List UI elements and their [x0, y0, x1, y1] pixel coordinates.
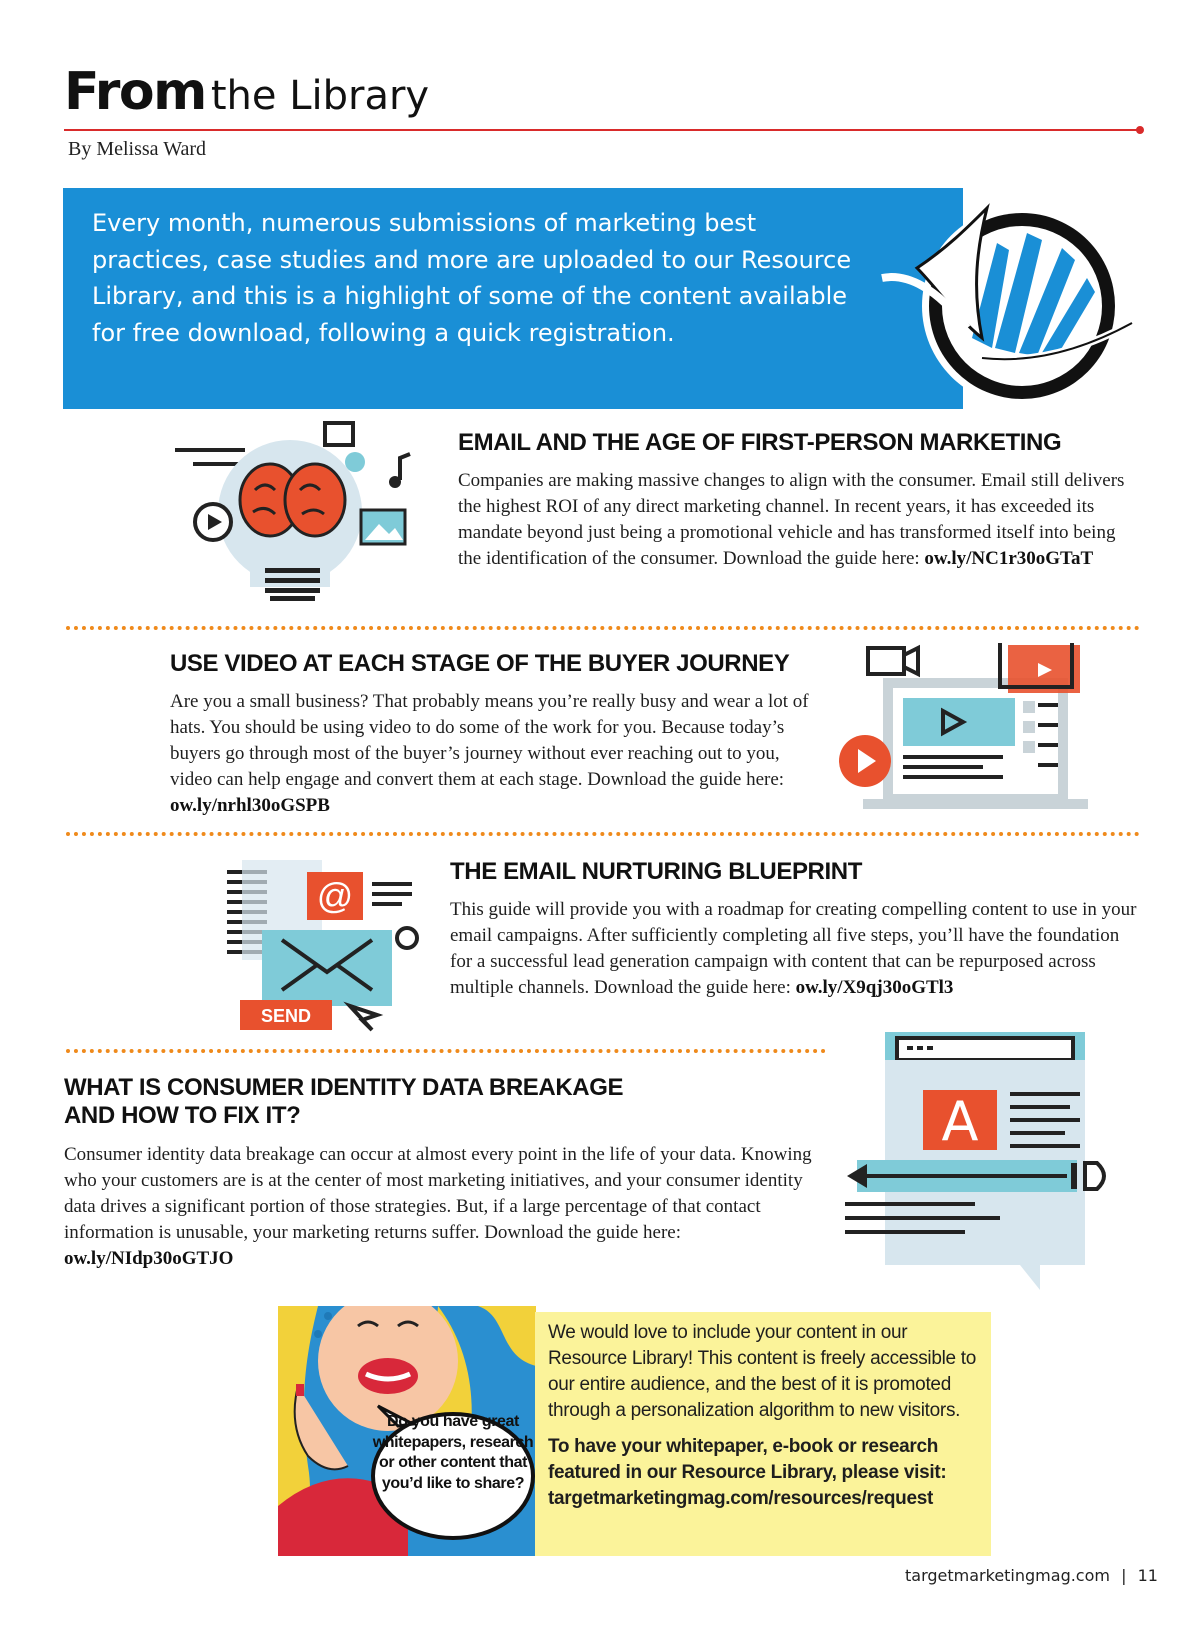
article-link[interactable]: ow.ly/nrhl30oGSPB [170, 795, 330, 816]
article-text: Consumer identity data breakage can occur at almost every point in the life of your data. Knowing who your customers are is at the center of most marketing initiatives, and your consumer identity data drives a significant portion of those strategies. But, if a large percentage of that contact information is unusable, your marketing returns suffer. Download the guide here: [64, 1144, 812, 1243]
letter-a: A [941, 1090, 979, 1153]
speech-bubble-text: Do you have great whitepapers, research or other content that you’d like to share? [372, 1413, 534, 1492]
library-book-logo-icon [877, 188, 1147, 418]
page-title [64, 62, 429, 122]
document-editor-icon [845, 1030, 1125, 1295]
article-text: Are you a small business? That probably means you’re really busy and wear a lot of hats. You should be using video to do some of the work for you. Because today’s buyers go through most of the buyer’s journey without ever reaching out to you, video can help engage and convert them at each stage. Download the guide here: [170, 691, 809, 790]
title-rule [64, 129, 1140, 131]
page-title-bold: From [64, 62, 206, 122]
page-title-rest: the Library [210, 73, 430, 119]
dotted-separator [66, 832, 1140, 836]
article-body [170, 689, 810, 819]
article-text: This guide will provide you with a roadmap for creating compelling content to use in your email campaigns. After sufficiently completing all five steps, you’ll have the foundation for a successful lead generation campaign with content that can be repurposed across multiple channels. Download the guide here: [450, 899, 1137, 998]
article-title [64, 1074, 623, 1130]
page-number: 11 [1137, 1566, 1158, 1585]
title-rule-dot [1136, 126, 1144, 134]
footer-site: targetmarketingmag.com [905, 1566, 1110, 1585]
article-title: THE EMAIL NURTURING BLUEPRINT [450, 858, 862, 885]
article-body [64, 1142, 834, 1272]
dotted-separator [66, 626, 1140, 630]
article-title: USE VIDEO AT EACH STAGE OF THE BUYER JOURNEY [170, 650, 790, 677]
dotted-separator [66, 1049, 826, 1053]
article-link[interactable]: ow.ly/NC1r30oGTaT [924, 548, 1094, 569]
lightbulb-brain-icon [175, 420, 415, 602]
article-title-line: AND HOW TO FIX IT? [64, 1102, 301, 1129]
article-body [450, 897, 1138, 1001]
page-footer [905, 1566, 1158, 1585]
intro-text: Every month, numerous submissions of marketing best practices, case studies and more are uploaded to our Resource Library, and this is a highlight of some of the content available for free download, following a quick registration. [92, 209, 852, 347]
article-text: Companies are making massive changes to align with the consumer. Email still delivers the highest ROI of any direct marketing channel. In recent years, it has exceeded its mandate beyond just being a promotional vehicle and has transformed itself into being the identification of the consumer. Download the guide here: [458, 470, 1125, 569]
article-link[interactable]: ow.ly/NIdp30oGTJO [64, 1248, 234, 1269]
email-send-icon [222, 860, 422, 1032]
article-body [458, 468, 1138, 572]
video-laptop-icon [838, 643, 1090, 813]
promo-call-to-action[interactable]: To have your whitepaper, e-book or research featured in our Resource Library, please visit: targetmarketingmag.com/resources/request [548, 1436, 947, 1509]
send-label: SEND [260, 1006, 312, 1026]
article-link[interactable]: ow.ly/X9qj30oGTl3 [795, 977, 954, 998]
article-title: EMAIL AND THE AGE OF FIRST-PERSON MARKETING [458, 429, 1062, 456]
promo-description: We would love to include your content in our Resource Library! This content is freely accessible to our entire audience, and the best of it is promoted through a personalization algorithm to new visitors. [548, 1322, 977, 1421]
footer-separator: | [1121, 1566, 1127, 1585]
byline: By Melissa Ward [68, 138, 207, 160]
promo-text [548, 1320, 978, 1512]
at-symbol: @ [316, 875, 354, 916]
article-title-line: WHAT IS CONSUMER IDENTITY DATA BREAKAGE [64, 1074, 624, 1101]
